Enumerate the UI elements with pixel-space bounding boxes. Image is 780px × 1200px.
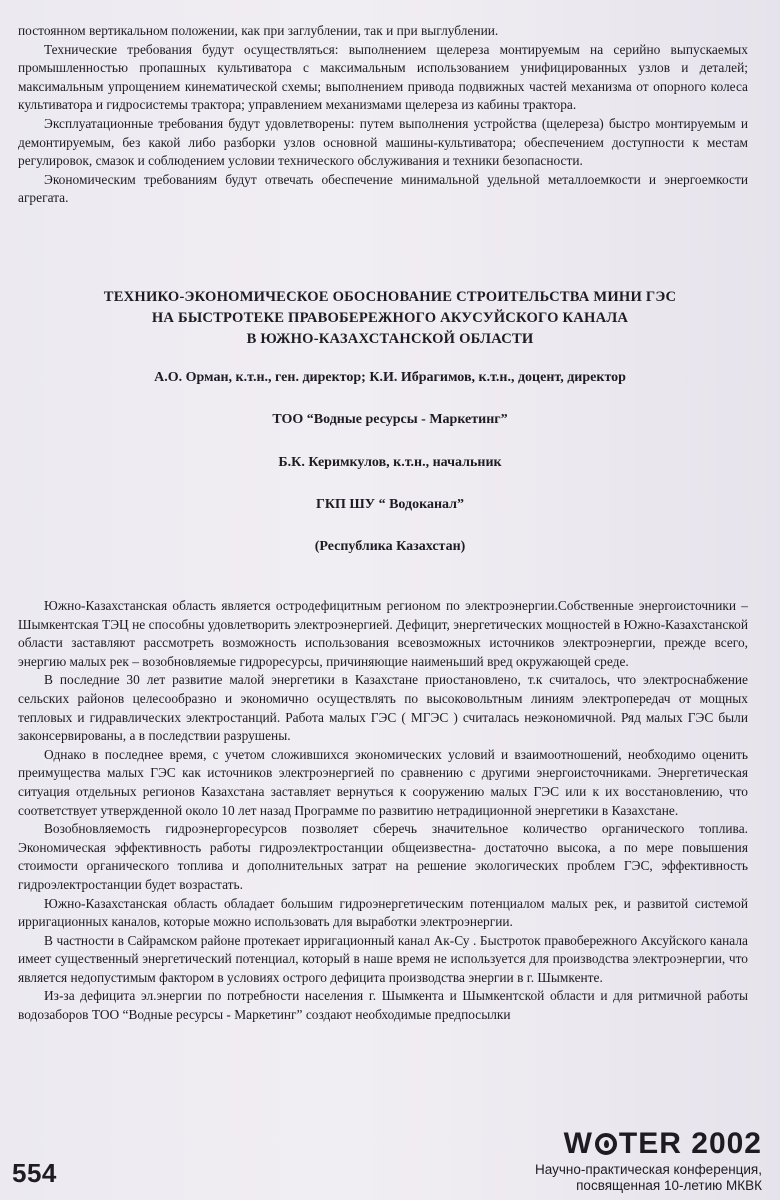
body-paragraph: В последние 30 лет развитие малой энергетики в Казахстане приостановлено, т.к считалось, что электроснабжение сельских районов целесообразно и экономично осуществлять по высоковольтным линиям электропередач от мощных тепловых и гидравлических электростанций. Работа малых ГЭС ( МГЭС ) считалась неэкономичной. Ряд малых ГЭС были законсервированы, а в последствии разрушены.: [18, 672, 748, 744]
authors-line: А.О. Орман, к.т.н., ген. директор; К.И. Ибрагимов, к.т.н., доцент, директор: [154, 370, 626, 385]
body-paragraph: Южно-Казахстанская область является остродефицитным регионом по электроэнергии.Собственные энергоисточники – Шымкентская ТЭЦ не способны удовлетворить электроэнергией. Дефицит, энергетических мощностей в Южно-Казахстанской области заставляют рассмотреть возможность использования всевозможных источников электроэнергии, прежде всего, энергию малых рек – возобновляемые гидроресурсы, причиняющие наименьший вред окружающей среде.: [18, 598, 748, 669]
logo-text: TER 2002: [618, 1127, 762, 1160]
conference-logo: [482, 1128, 762, 1194]
title-line: НА БЫСТРОТЕКЕ ПРАВОБЕРЕЖНОГО АКУСУЙСКОГО КАНАЛА: [151, 310, 629, 326]
logo-title: [482, 1128, 762, 1160]
body-paragraph: Из-за дефицита эл.энергии по потребности населения г. Шымкента и Шымкентской области и для ритмичной работы водозаборов ТОО “Водные ресурсы - Маркетинг” создают необходимые предпосылки: [18, 988, 748, 1023]
authors-line: Б.К. Керимкулов, к.т.н., начальник: [278, 455, 502, 470]
water-drop-icon: [595, 1133, 617, 1155]
intro-paragraph: постоянном вертикальном положении, как при заглублении, так и при выглублении.: [18, 23, 499, 38]
conference-subtitle: [482, 1162, 762, 1194]
intro-paragraph: Технические требования будут осуществляться: выполнением щелереза монтируемым на серийно выпускаемых промышленностью пропашных культиватора с максимальным использованием унифицированных узлов и деталей; максимальным упрощением кинематической схемы; выполнением привода подвижных частей механизма от опорного колеса культиватора и гидросистемы трактора; управлением механизмами щелереза из кабины трактора.: [18, 41, 748, 113]
body-paragraph: Южно-Казахстанская область обладает большим гидроэнергетическим потенциалом малых рек, и развитой системой ирригационных каналов, которые можно использовать для выработки электроэнергии.: [18, 895, 748, 930]
subtitle-line: Научно-практическая конференция,: [535, 1162, 762, 1177]
subtitle-line: посвященная 10-летию МКВК: [576, 1178, 762, 1193]
logo-letter-w: W: [563, 1127, 593, 1160]
intro-paragraph: Экономическим требованиям будут отвечать обеспечение минимальной удельной металлоемкости и энергоемкости агрегата.: [18, 171, 748, 206]
organization-line: ТОО “Водные ресурсы - Маркетинг”: [272, 412, 508, 427]
body-paragraph: Однако в последнее время, с учетом сложившихся экономических условий и взаимоотношений, необходимо оценить преимущества малых ГЭС как источников электроэнергией по сравнению с другими энергоисточниками. Энергетическая ситуация отдельных регионов Казахстана заставляет вернуться к сооружению малых ГЭС или к их восстановлению, что соответствует утвержденной около 10 лет назад Программе по развитию нетрадиционной энергетики в Казахстане.: [18, 746, 748, 818]
intro-text: [18, 22, 748, 208]
body-paragraph: Возобновляемость гидроэнергоресурсов позволяет сберечь значительное количество органического топлива. Экономическая эффективность работы гидроэлектростанции общеизвестна- достаточно высока, а по мере повышения стоимости органического топлива и дополнительных затрат на решение экологических проблем ГЭС, эффективность гидроэлектростанции будет возрастать.: [18, 821, 748, 892]
country-line: (Республика Казахстан): [314, 539, 466, 554]
body-paragraph: В частности в Сайрамском районе протекает ирригационный канал Ак-Су . Быстроток правобережного Аксуйского канала имеет существенный энергетический потенциал, который в наше время не используется для производства электроэнергии, что является недопустимым фактором в условиях острого дефицита производства энергии в г. Шымкенте.: [18, 932, 748, 985]
organization-line: ГКП ШУ “ Водоканал”: [315, 497, 464, 512]
title-line: ТЕХНИКО-ЭКОНОМИЧЕСКОЕ ОБОСНОВАНИЕ СТРОИТЕЛЬСТВА МИНИ ГЭС: [103, 289, 677, 305]
article-body: [18, 597, 748, 1025]
title-line: В ЮЖНО-КАЗАХСТАНСКОЙ ОБЛАСТИ: [246, 331, 534, 347]
intro-paragraph: Эксплуатационные требования будут удовлетворены: путем выполнения устройства (щелереза) быстро монтируемым и демонтируемым, без какой либо разборки узлов основной машины-культиватора; обеспечением доступности к местам регулировок, смазок и соблюдением условии технического обслуживания и техники безопасности.: [18, 115, 748, 169]
article-title: [30, 287, 750, 350]
page-number: 554: [12, 1158, 57, 1188]
